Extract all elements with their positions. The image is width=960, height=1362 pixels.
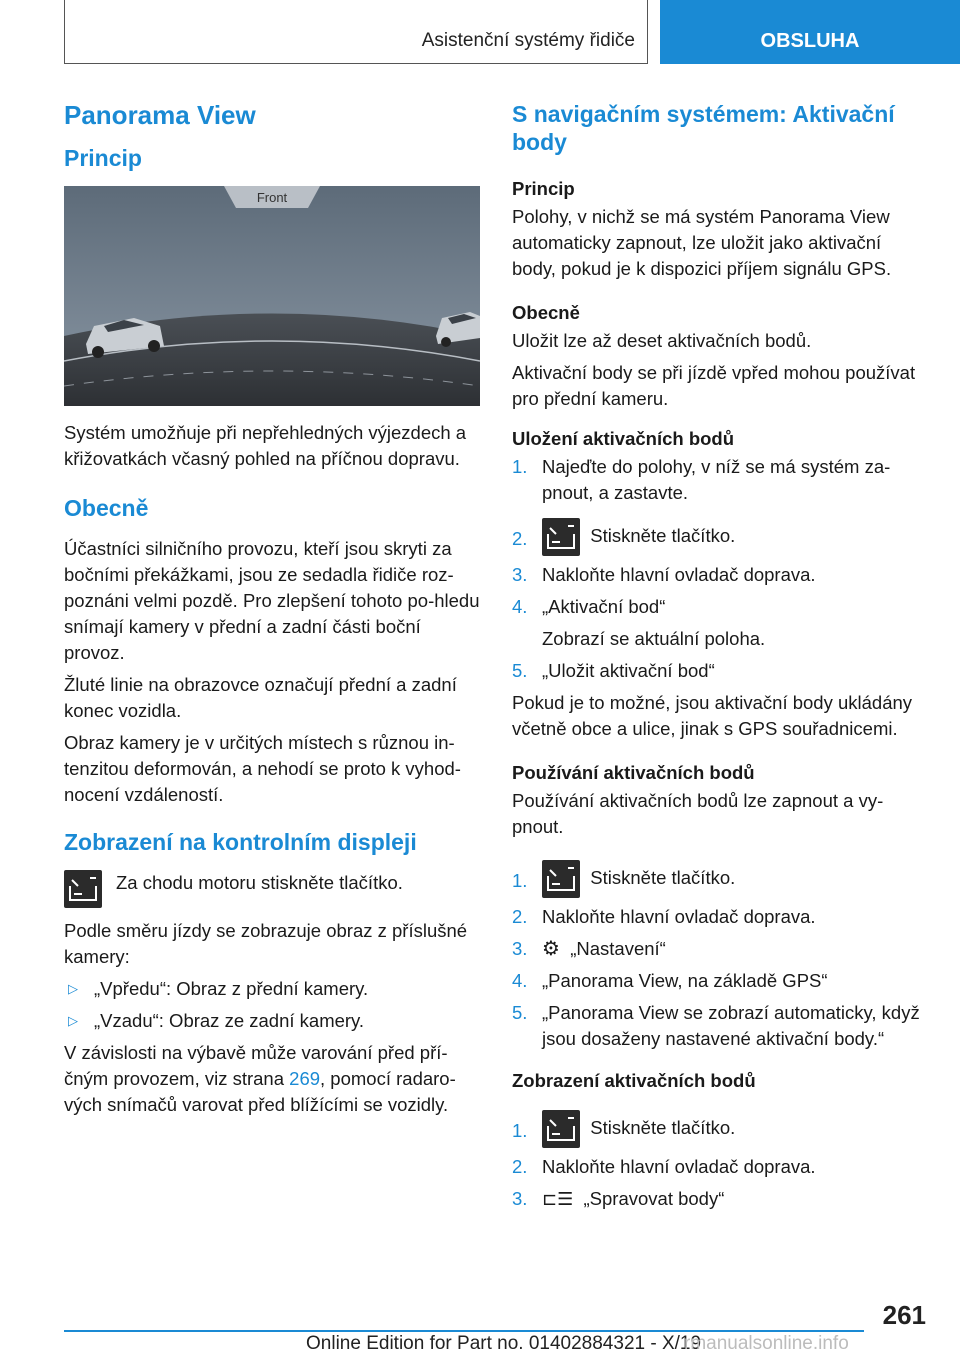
list-item: 2. Stiskněte tlačítko. bbox=[512, 512, 928, 556]
page-title: Panorama View bbox=[64, 100, 256, 130]
triangle-bullet-icon: ▷ bbox=[68, 981, 78, 996]
left-column bbox=[64, 100, 480, 1124]
page-link[interactable]: 269 bbox=[289, 1068, 321, 1089]
right-column bbox=[512, 100, 928, 1218]
watermark: rmanualsonline.info bbox=[684, 1333, 849, 1354]
list-item: ▷ „Vzadu“: Obraz ze zadní kamery. bbox=[64, 1008, 480, 1034]
header-box bbox=[64, 0, 648, 64]
paragraph: Uložit lze až deset aktivačních bodů. bbox=[512, 330, 812, 351]
button-instruction bbox=[64, 870, 480, 908]
paragraph: Polohy, v nichž se má systém Panorama View automaticky zapnout, lze uložit jako aktivační body, pokud je k dispozici příjem signálu GPS. bbox=[512, 206, 892, 279]
section-title: Asistenční systémy řidiče bbox=[421, 30, 635, 51]
heading-princip: Princip bbox=[64, 145, 142, 171]
page-number: 261 bbox=[882, 1300, 926, 1330]
paragraph: Obraz kamery je v určitých místech s různou in-tenzitou deformován, a nehodí se proto k vyhod-nocení vzdáleností. bbox=[64, 732, 461, 805]
heading-zobrazeni: Zobrazení na kontrolním displeji bbox=[64, 829, 417, 855]
triangle-bullet-icon: ▷ bbox=[68, 1013, 78, 1028]
list-item: 4. „Aktivační bod“ Zobrazí se aktuální poloha. bbox=[512, 596, 766, 649]
heading-obecne: Obecně bbox=[64, 495, 149, 521]
paragraph: V závislosti na výbavě může varování před pří-čným provozem, viz strana 269, pomocí radaro-vých snímačů varovat před blížícími se vozidly. bbox=[64, 1042, 456, 1115]
front-label: Front bbox=[256, 190, 288, 205]
list-item: 5. „Uložit aktivační bod“ bbox=[512, 660, 715, 681]
list-item: 3. Nakloňte hlavní ovladač doprava. bbox=[512, 564, 816, 585]
list-item: 5. „Panorama View se zobrazí automaticky, když jsou dosaženy nastavené aktivační body.“ bbox=[512, 1002, 920, 1049]
paragraph: Žluté linie na obrazovce označují přední a zadní konec vozidla. bbox=[64, 674, 457, 721]
paragraph: Za chodu motoru stiskněte tlačítko. bbox=[116, 872, 403, 893]
list-item: 2. Nakloňte hlavní ovladač doprava. bbox=[512, 906, 816, 927]
camera-button-icon bbox=[542, 1110, 580, 1148]
paragraph: Aktivační body se při jízdě vpřed mohou používat pro přední kameru. bbox=[512, 362, 916, 409]
paragraph: Používání aktivačních bodů lze zapnout a vy-pnout. bbox=[512, 790, 884, 837]
camera-list-icon: ⊏☰ bbox=[542, 1189, 574, 1209]
camera-button-icon bbox=[542, 518, 580, 556]
heading-aktivacni-body: S navigačním systémem: Aktivační body bbox=[512, 101, 895, 155]
list-item: 3. ⊏☰ „Spravovat body“ bbox=[512, 1188, 725, 1209]
list-item: ▷ „Vpředu“: Obraz z přední kamery. bbox=[64, 976, 480, 1002]
footer-divider bbox=[64, 1330, 864, 1332]
paragraph: Systém umožňuje při nepřehledných výjezdech a křižovatkách včasný pohled na příčnou dopravu. bbox=[64, 422, 467, 469]
heading-obecne: Obecně bbox=[512, 302, 580, 323]
camera-button-icon bbox=[542, 860, 580, 898]
heading-pouzivani: Používání aktivačních bodů bbox=[512, 762, 755, 783]
gear-icon: ⚙ bbox=[542, 938, 560, 960]
paragraph: Pokud je to možné, jsou aktivační body ukládány včetně obce a ulice, jinak s GPS souřadnicemi. bbox=[512, 692, 913, 739]
list-item: 1. Stiskněte tlačítko. bbox=[512, 856, 928, 898]
list-item: 3. ⚙ „Nastavení“ bbox=[512, 938, 666, 960]
tab-obsluha[interactable]: OBSLUHA bbox=[660, 0, 960, 64]
list-item: 1. Najeďte do polohy, v níž se má systém za-pnout, a zastavte. bbox=[512, 456, 891, 503]
list-item: 4. „Panorama View, na základě GPS“ bbox=[512, 970, 828, 991]
list-item: 2. Nakloňte hlavní ovladač doprava. bbox=[512, 1156, 816, 1177]
list-item: 1. Stiskněte tlačítko. bbox=[512, 1106, 928, 1148]
camera-button-icon bbox=[64, 870, 102, 908]
paragraph: Podle směru jízdy se zobrazuje obraz z příslušné kamery: bbox=[64, 920, 468, 967]
camera-view-image bbox=[64, 186, 480, 406]
paragraph: Účastníci silničního provozu, kteří jsou skryti za bočními překážkami, jsou ze sedadla řidiče roz-poznáni velmi pozdě. Pro zlepšení tohoto po-hledu snímají kamery v přední a zadní části boční provoz. bbox=[64, 538, 480, 663]
heading-ulozeni: Uložení aktivačních bodů bbox=[512, 428, 735, 449]
heading-princip: Princip bbox=[512, 178, 575, 199]
heading-zobrazeni: Zobrazení aktivačních bodů bbox=[512, 1070, 756, 1091]
edition-text: Online Edition for Part no. 01402884321 - X/19 bbox=[306, 1333, 702, 1354]
